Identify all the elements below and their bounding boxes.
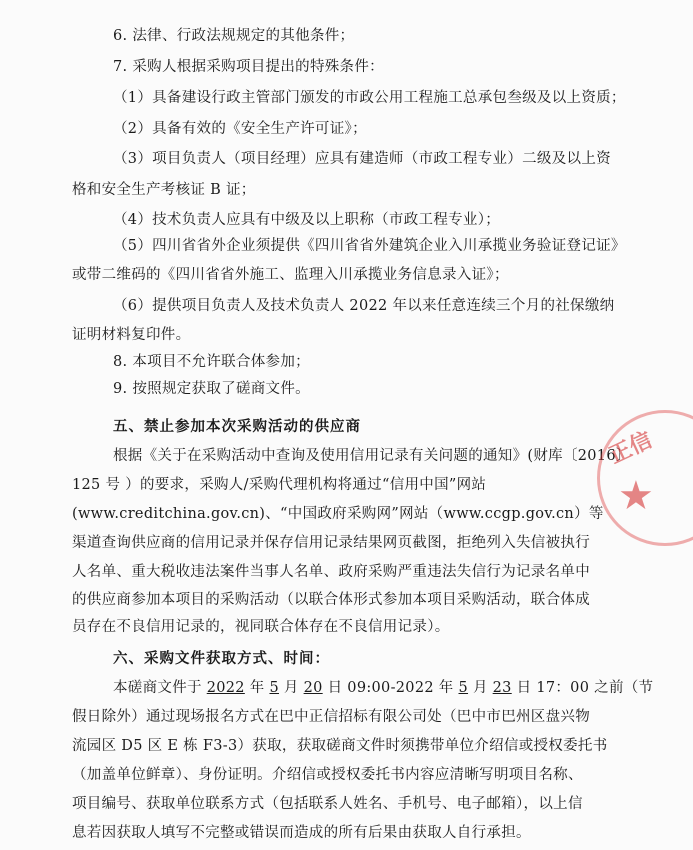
section-5-para-line: 渠道查询供应商的信用记录并保存信用记录结果网页截图，拒绝列入失信被执行 [72,535,590,551]
text-segment: 月 [468,680,493,696]
section-5-para-line: 根据《关于在采购活动中查询及使用信用记录有关问题的通知》(财库〔2016〕 [113,448,631,464]
special-condition-5-cont: 或带二维码的《四川省省外施工、监理入川承揽业务信息录入证》； [72,267,509,283]
stamp-text: 正信 [605,426,657,469]
special-condition-1: （1）具备建设行政主管部门颁发的市政公用工程施工总承包叁级及以上资质； [113,90,626,106]
text-segment: 月 [278,680,304,696]
text-segment: 日 17：00 之前（节 [511,680,654,696]
section-6-para-line: 项目编号、获取单位联系方式（包括联系人姓名、手机号、电子邮箱），以上信 [72,796,583,812]
section-5-para-line: (www.creditchina.gov.cn)、“中国政府采购网”网站（www.ccgp.gov.cn）等 [72,506,604,522]
section-6-para-line: 假日除外）通过现场报名方式在巴中正信招标有限公司处（巴中市巴州区盘兴物 [72,709,590,725]
special-condition-4: （4）技术负责人应具有中级及以上职称（市政工程专业）； [113,212,501,228]
text-segment: 年 [244,680,270,696]
section-6-heading: 六、采购文件获取方式、时间： [113,650,330,667]
special-condition-3: （3）项目负责人（项目经理）应具有建造师（市政工程专业）二级及以上资 [113,151,611,167]
text-segment: 本磋商文件于 [113,680,207,696]
section-6-para-line: （加盖单位鲜章）、身份证明。介绍信或授权委托书内容应清晰写明项目名称、 [72,767,583,783]
end-day: 23 [492,680,512,696]
special-condition-6-cont: 证明材料复印件。 [72,327,191,343]
section-5-para-line: 的供应商参加本项目的采购活动（以联合体形式参加本项目采购活动，联合体成 [72,592,590,608]
end-month: 5 [458,680,469,696]
section-6-date-line [113,678,653,698]
condition-7: 7. 采购人根据采购项目提出的特殊条件： [113,59,384,75]
start-day: 20 [303,680,323,696]
start-month: 5 [269,680,279,696]
special-condition-3-cont: 格和安全生产考核证 B 证； [72,182,256,198]
special-condition-5: （5）四川省省外企业须提供《四川省省外建筑企业入川承揽业务验证登记证》 [113,238,626,254]
condition-6: 6. 法律、行政法规规定的其他条件； [113,28,355,44]
section-5-para-line: 人名单、重大税收违法案件当事人名单、政府采购严重违法失信行为记录名单中 [72,564,590,580]
start-year: 2022 [206,680,245,696]
condition-8: 8. 本项目不允许联合体参加； [113,354,310,370]
text-segment: 日 09:00-2022 年 [322,680,459,696]
section-6-para-line: 流园区 D5 区 E 栋 F3-3）获取，获取磋商文件时须携带单位介绍信或授权委托书 [72,738,608,754]
section-5-para-line: 125 号 ）的要求，采购人/采购代理机构将通过“信用中国”网站 [72,477,487,493]
special-condition-2: （2）具备有效的《安全生产许可证》； [113,121,367,137]
special-condition-6: （6）提供项目负责人及技术负责人 2022 年以来任意连续三个月的社保缴纳 [113,298,615,314]
section-6-para-line: 息若因获取人填写不完整或错误而造成的所有后果由获取人自行承担。 [72,825,531,841]
condition-9: 9. 按照规定获取了磋商文件。 [113,381,310,397]
section-5-heading: 五、禁止参加本次采购活动的供应商 [113,418,361,435]
section-5-para-line: 员存在不良信用记录的，视同联合体存在不良信用记录）。 [72,619,450,635]
company-seal-stamp [597,410,693,546]
stamp-star-icon: ★ [618,473,654,519]
